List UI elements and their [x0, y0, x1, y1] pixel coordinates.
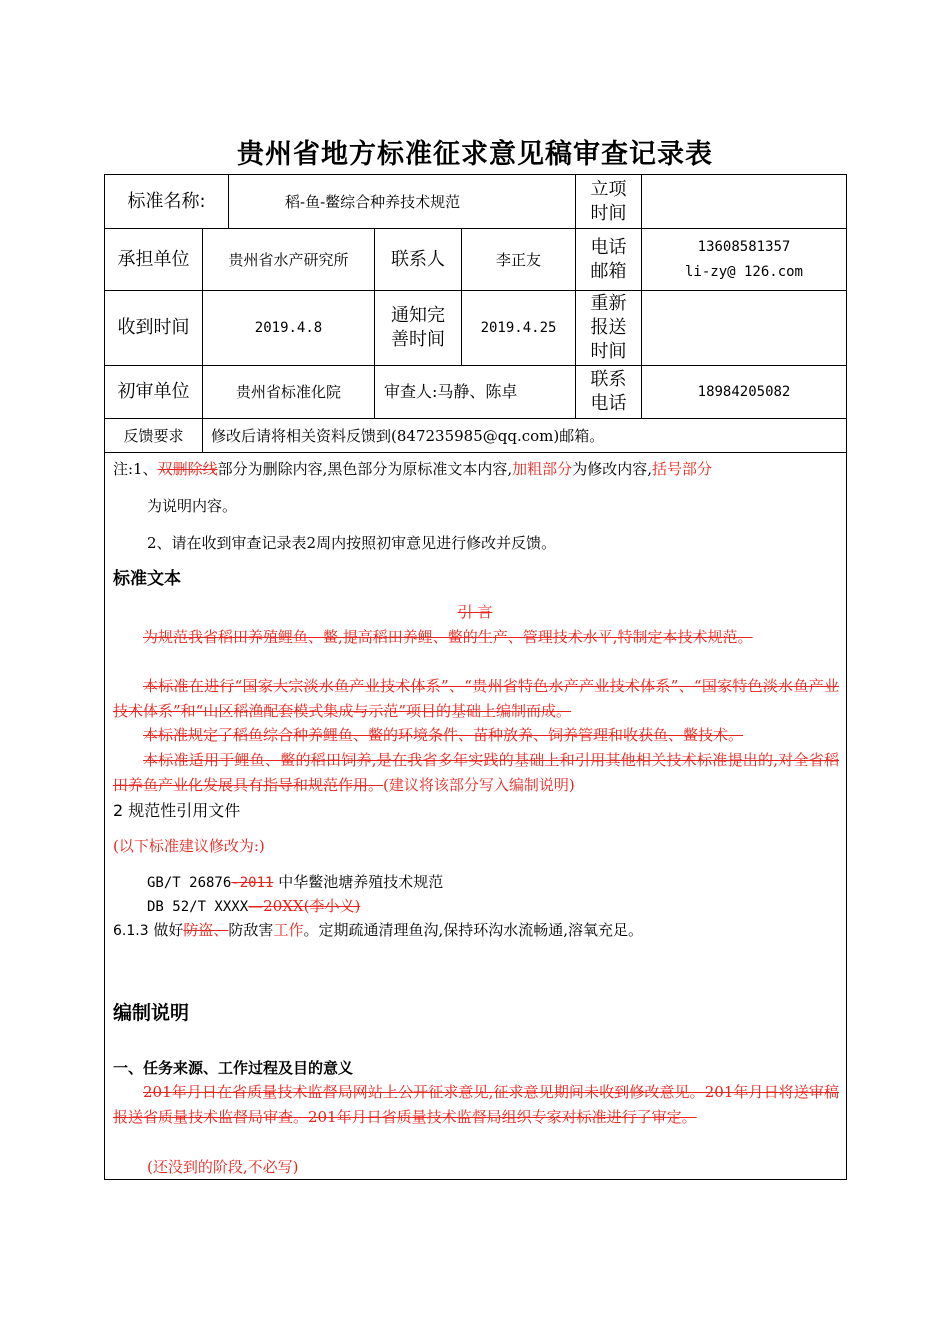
resend-time-label: 重新报送时间: [590, 293, 627, 362]
received-time-value: 2019.4.8: [254, 320, 323, 336]
ref-heading: 2 规范性引用文件: [113, 801, 241, 820]
review-unit-value: 贵州省标准化院: [235, 383, 341, 401]
notice-time-value: 2019.4.25: [480, 320, 557, 336]
ref-note: (以下标准建议修改为:): [113, 837, 265, 855]
contact-value: 李正友: [495, 250, 541, 269]
foreword-para-3: 本标准规定了稻鱼综合种养鲤鱼、鳖的环境条件、苗种放养、饲养管理和收获鱼、鳖技术。: [143, 726, 744, 744]
compile-note: (还没到的阶段,不必写): [147, 1158, 299, 1176]
contact-email: li-zy@ 126.com: [684, 263, 803, 280]
standard-name-value: 稻-鱼-鳖综合种养技术规范: [285, 192, 461, 211]
reference-1: GB/T 26876-2011 中华鳖池塘养殖技术规范: [147, 873, 444, 891]
row-divider: [104, 452, 847, 453]
notice-time-label: 通知完善时间: [391, 305, 445, 350]
clause-6-1-3: 6.1.3 做好防盗、防敌害工作。定期疏通清理鱼沟,保持环沟水流畅通,溶氧充足。: [113, 921, 643, 939]
received-time-label: 收到时间: [117, 317, 190, 338]
standard-name-label: 标准名称:: [127, 190, 206, 212]
foreword-para-1: 为规范我省稻田养殖鲤鱼、鳖,提高稻田养鲤、鳖的生产、管理技术水平,特制定本技术规范。: [143, 628, 753, 646]
unit-value: 贵州省水产研究所: [228, 250, 349, 269]
contact-label: 联系人: [391, 248, 445, 270]
note-2: 2、请在收到审查记录表2周内按照初审意见进行修改并反馈。: [147, 534, 557, 552]
foreword-para-4: 本标准适用于鲤鱼、鳖的稻田饲养,是在我省多年实践的基础上和引用其他相关技术标准提出的,对全省稻田养鱼产业化发展具有指导和规范作用。(建议将该部分写入编制说明): [113, 751, 839, 794]
compile-para: 201年月日在省质量技术监督局网站上公开征求意见,征求意见期间未收到修改意见。201年月日将送审稿报送省质量技术监督局审查。201年月日省质量技术监督局组织专家对标准进行了审定。: [113, 1083, 839, 1126]
page-title: 贵州省地方标准征求意见稿审查记录表: [237, 139, 713, 170]
project-time-label: 立项时间: [590, 178, 627, 224]
review-phone-value: 18984205082: [697, 384, 791, 400]
section-heading-standard-text: 标准文本: [113, 569, 181, 589]
review-phone-label: 联系电话: [590, 369, 627, 414]
note-bold-sample: 加粗部分: [512, 460, 573, 478]
unit-label: 承担单位: [117, 248, 190, 270]
feedback-value: 修改后请将相关资料反馈到(847235985@qq.com)邮箱。: [211, 426, 605, 445]
phone-email-value: [642, 229, 846, 290]
reference-2: DB 52/T XXXX—20XX(李小义): [147, 897, 361, 915]
contact-phone: 13608581357: [697, 238, 791, 255]
foreword-para-2: 本标准在进行“国家大宗淡水鱼产业技术体系”、“贵州省特色水产产业技术体系”、“国家特色淡水鱼产业技术体系”和“山区稻渔配套模式集成与示范”项目的基础上编制而成。: [113, 677, 839, 720]
foreword-title: 引 言: [457, 603, 493, 621]
foreword-note: (建议将该部分写入编制说明): [383, 776, 575, 794]
project-time-value: [642, 175, 846, 228]
resend-time-value: [642, 291, 846, 365]
note-1-end: 为说明内容。: [147, 497, 238, 515]
review-unit-label: 初审单位: [117, 381, 190, 402]
reviewer-names: 审查人:马静、陈卓: [384, 382, 518, 401]
compile-subheading: 一、任务来源、工作过程及目的意义: [113, 1059, 354, 1077]
phone-email-label: 电话邮箱: [590, 236, 627, 282]
feedback-label: 反馈要求: [123, 426, 184, 445]
note-del-sample: 双删除线: [157, 460, 218, 478]
section-heading-compile: 编制说明: [113, 1002, 190, 1024]
note-1: 注:1、双删除线部分为删除内容,黑色部分为原标准文本内容,加粗部分为修改内容,括号部分: [113, 460, 712, 478]
note-bracket-sample: 括号部分: [651, 460, 712, 478]
